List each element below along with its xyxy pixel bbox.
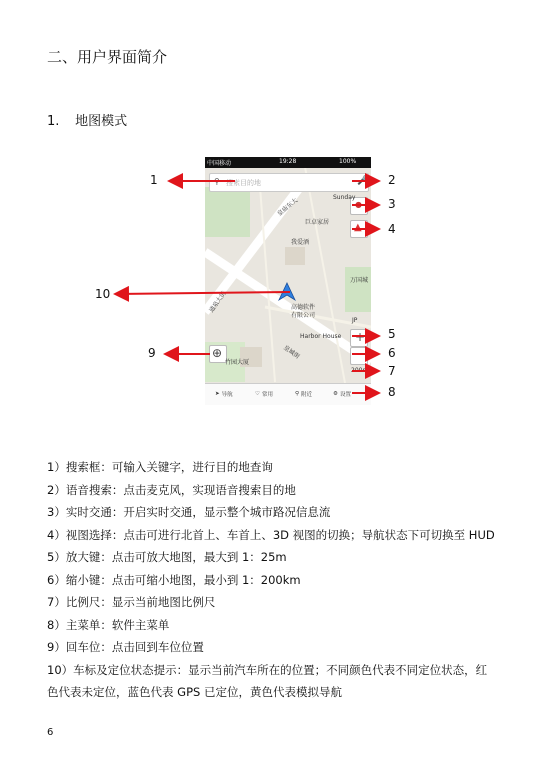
description-item: 1）搜索框：可输入关键字，进行目的地查询 [47, 460, 273, 474]
description-item: 2）语音搜索：点击麦克风，实现语音搜索目的地 [47, 482, 296, 497]
description-item: 10）车标及定位状态提示：显示当前汽车所在的位置；不同颜色代表不同定位状态，红 [47, 662, 488, 677]
callout-8: 8 [388, 385, 396, 399]
menu-settings[interactable]: ⚙ 设置 [333, 391, 351, 398]
minus-icon: − [355, 347, 366, 361]
poi-label: JP [352, 317, 358, 324]
description-item: 3）实时交通：开启实时交通，显示整个城市路况信息流 [47, 505, 331, 519]
callout-2: 2 [388, 173, 396, 187]
send-icon: ➤ [215, 391, 220, 397]
callout-1: 1 [150, 173, 158, 187]
pin-icon: ⚲ [295, 391, 300, 397]
search-icon: ⚲ [214, 177, 220, 186]
callout-9: 9 [148, 346, 156, 360]
description-item: 色代表未定位，蓝色代表 GPS 已定位，黄色代表模拟导航 [47, 685, 342, 699]
menu-nearby[interactable]: ⚲ 附近 [295, 391, 313, 398]
poi-label: 有限公司 [291, 312, 316, 319]
callout-5: 5 [388, 327, 396, 341]
road-label: 通泉大街 [208, 290, 228, 314]
description-item: 8）主菜单：软件主菜单 [47, 617, 170, 632]
subsection-title: 地图模式 [75, 114, 128, 129]
description-item: 7）比例尺：显示当前地图比例尺 [47, 595, 216, 609]
callout-7: 7 [388, 364, 396, 378]
battery-label: 100% [339, 158, 357, 165]
plus-icon: + [355, 330, 366, 344]
callout-3: 3 [388, 197, 396, 211]
heart-icon: ♡ [255, 391, 260, 397]
traffic-light-icon: ● [355, 200, 362, 209]
description-item: 5）放大键：点击可放大地图，最大到 1：25m [47, 550, 287, 564]
section-heading: 二、用户界面简介 [47, 48, 168, 66]
description-item: 9）回车位：点击回到车位位置 [47, 640, 204, 654]
poi-label: 我爱酒 [291, 239, 310, 246]
callout-6: 6 [388, 346, 396, 360]
menu-favorites[interactable]: ♡ 常用 [255, 391, 273, 398]
page-number: 6 [47, 727, 54, 738]
description-item: 4）视图选择：点击可进行北首上、车首上、3D 视图的切换；导航状态下可切换至 HUD [47, 527, 495, 542]
subsection-number: 1. [47, 114, 60, 129]
crosshair-icon: ⊕ [212, 346, 223, 360]
arrow-10 [117, 292, 290, 294]
gear-icon: ⚙ [333, 391, 338, 397]
callout-10: 10 [95, 287, 111, 301]
microphone-icon[interactable]: 🎤 [357, 176, 369, 186]
poi-label: Sunday [333, 194, 356, 201]
compass-icon: ▲ [354, 222, 362, 233]
search-placeholder: 搜索目的地 [226, 179, 261, 187]
carrier-label: 中国移动 [207, 160, 232, 167]
map-scale: 200m [351, 367, 369, 374]
poi-label: 高德软件 [291, 304, 316, 311]
poi-label: 竹园大厦 [225, 359, 250, 366]
poi-label: 巨卓家居 [305, 219, 330, 226]
description-list [47, 456, 497, 704]
description-item: 6）缩小键：点击可缩小地图，最小到 1：200km [47, 572, 301, 587]
road-label: 皇城街 [282, 344, 301, 361]
road-label: 皇庙东大 [276, 196, 300, 218]
callout-4: 4 [388, 222, 396, 236]
clock-label: 19:28 [279, 158, 297, 165]
menu-navigate[interactable]: ➤ 导航 [215, 391, 233, 398]
poi-label: 万国城 [350, 277, 369, 284]
poi-label: Harbor House [300, 333, 342, 340]
